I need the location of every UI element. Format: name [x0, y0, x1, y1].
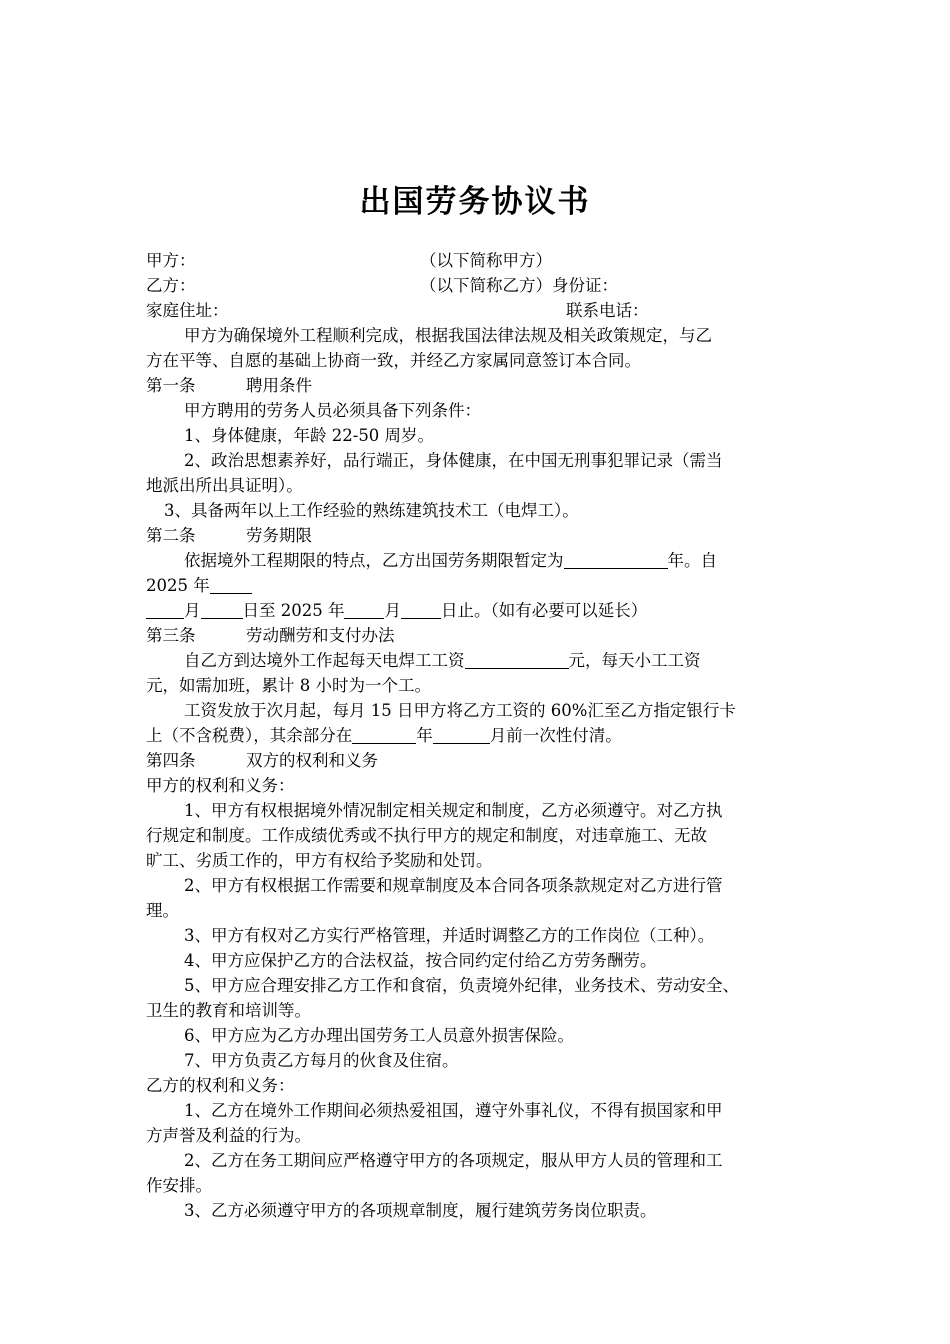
start-month-blank-2[interactable] [146, 600, 184, 619]
text-segment: 年 [416, 726, 433, 745]
text-segment: 月 [184, 601, 201, 620]
article-heading [146, 623, 826, 648]
end-day-blank[interactable] [401, 600, 441, 619]
text-segment: 日止。（如有必要可以延长） [440, 601, 648, 620]
settle-year-blank[interactable] [352, 725, 416, 744]
paragraph-line: 3、乙方必须遵守甲方的各项规章制度，履行建筑劳务岗位职责。 [184, 1201, 657, 1220]
article-number: 第一条 [146, 376, 196, 395]
paragraph-line: 地派出所出具证明）。 [146, 476, 303, 495]
sub-heading: 甲方的权利和义务： [146, 776, 295, 795]
paragraph-line: 4、甲方应保护乙方的合法权益，按合同约定付给乙方劳务酬劳。 [184, 951, 657, 970]
paragraph-line: 方声誉及利益的行为。 [146, 1126, 311, 1145]
document-body [146, 248, 826, 1223]
text-segment: 月前一次性付清。 [489, 726, 622, 745]
party-b-note: （以下简称乙方）身份证： [420, 276, 618, 295]
article-heading [146, 373, 826, 398]
start-month-blank[interactable] [210, 575, 252, 594]
paragraph-line: 3、具备两年以上工作经验的熟练建筑技术工（电焊工）。 [164, 501, 579, 520]
address-line [146, 298, 826, 323]
party-b-label: 乙方： [146, 276, 196, 295]
paragraph-line: 理。 [146, 901, 179, 920]
start-day-blank[interactable] [201, 600, 243, 619]
paragraph-line: 1、甲方有权根据境外情况制定相关规定和制度，乙方必须遵守。对乙方执 [184, 801, 723, 820]
paragraph-line: 6、甲方应为乙方办理出国劳务工人员意外损害保险。 [184, 1026, 574, 1045]
article-title: 聘用条件 [246, 376, 312, 395]
term-years-blank[interactable] [564, 550, 668, 569]
welder-wage-blank[interactable] [465, 650, 569, 669]
text-segment: 日至 2025 年 [242, 601, 345, 620]
text-segment: 2025 年 [146, 576, 210, 595]
text-segment: 年。自 [667, 551, 717, 570]
article-title: 双方的权利和义务 [246, 751, 378, 770]
paragraph-line: 5、甲方应合理安排乙方工作和食宿，负责境外纪律，业务技术、劳动安全、 [184, 976, 739, 995]
party-a-line [146, 248, 826, 273]
paragraph-line: 2、甲方有权根据工作需要和规章制度及本合同各项条款规定对乙方进行管 [184, 876, 723, 895]
paragraph-line [146, 598, 826, 623]
text-segment: 依据境外工程期限的特点，乙方出国劳务期限暂定为 [184, 551, 564, 570]
address-label: 家庭住址： [146, 301, 229, 320]
paragraph-line: 甲方聘用的劳务人员必须具备下列条件： [184, 401, 481, 420]
article-number: 第二条 [146, 526, 196, 545]
article-heading [146, 748, 826, 773]
end-month-blank[interactable] [344, 600, 384, 619]
paragraph-line [146, 548, 826, 573]
paragraph-line: 2、乙方在务工期间应严格遵守甲方的各项规定，服从甲方人员的管理和工 [184, 1151, 723, 1170]
paragraph-line: 作安排。 [146, 1176, 212, 1195]
paragraph-line: 2、政治思想素养好，品行端正，身体健康，在中国无刑事犯罪记录（需当 [184, 451, 723, 470]
paragraph-line: 1、乙方在境外工作期间必须热爱祖国，遵守外事礼仪，不得有损国家和甲 [184, 1101, 723, 1120]
paragraph-line: 卫生的教育和培训等。 [146, 1001, 311, 1020]
paragraph-line: 行规定和制度。工作成绩优秀或不执行甲方的规定和制度，对违章施工、无故 [146, 826, 707, 845]
paragraph-line: 1、身体健康，年龄 22-50 周岁。 [184, 426, 435, 445]
paragraph-line: 工资发放于次月起，每月 15 日甲方将乙方工资的 60%汇至乙方指定银行卡 [184, 701, 736, 720]
paragraph-line [146, 648, 826, 673]
intro-line: 甲方为确保境外工程顺利完成，根据我国法律法规及相关政策规定，与乙 [184, 326, 712, 345]
sub-heading: 乙方的权利和义务： [146, 1076, 295, 1095]
text-segment: 月 [384, 601, 401, 620]
party-a-note: （以下简称甲方） [420, 251, 552, 270]
paragraph-line: 旷工、劣质工作的，甲方有权给予奖励和处罚。 [146, 851, 493, 870]
article-heading [146, 523, 826, 548]
phone-label: 联系电话： [566, 301, 649, 320]
article-title: 劳务期限 [246, 526, 312, 545]
article-number: 第四条 [146, 751, 196, 770]
party-a-label: 甲方： [146, 251, 196, 270]
paragraph-line: 元，如需加班，累计 8 小时为一个工。 [146, 676, 431, 695]
paragraph-line: 3、甲方有权对乙方实行严格管理，并适时调整乙方的工作岗位（工种）。 [184, 926, 715, 945]
intro-line: 方在平等、自愿的基础上协商一致，并经乙方家属同意签订本合同。 [146, 351, 641, 370]
paragraph-line [146, 723, 826, 748]
text-segment: 上（不含税费），其余部分在 [146, 726, 353, 745]
paragraph-line [146, 573, 826, 598]
text-segment: 自乙方到达境外工作起每天电焊工工资 [184, 651, 465, 670]
document-title: 出国劳务协议书 [359, 184, 591, 220]
settle-month-blank[interactable] [433, 725, 490, 744]
party-b-line [146, 273, 826, 298]
paragraph-line: 7、甲方负责乙方每月的伙食及住宿。 [184, 1051, 459, 1070]
article-title: 劳动酬劳和支付办法 [246, 626, 395, 645]
text-segment: 元，每天小工工资 [568, 651, 701, 670]
article-number: 第三条 [146, 626, 196, 645]
